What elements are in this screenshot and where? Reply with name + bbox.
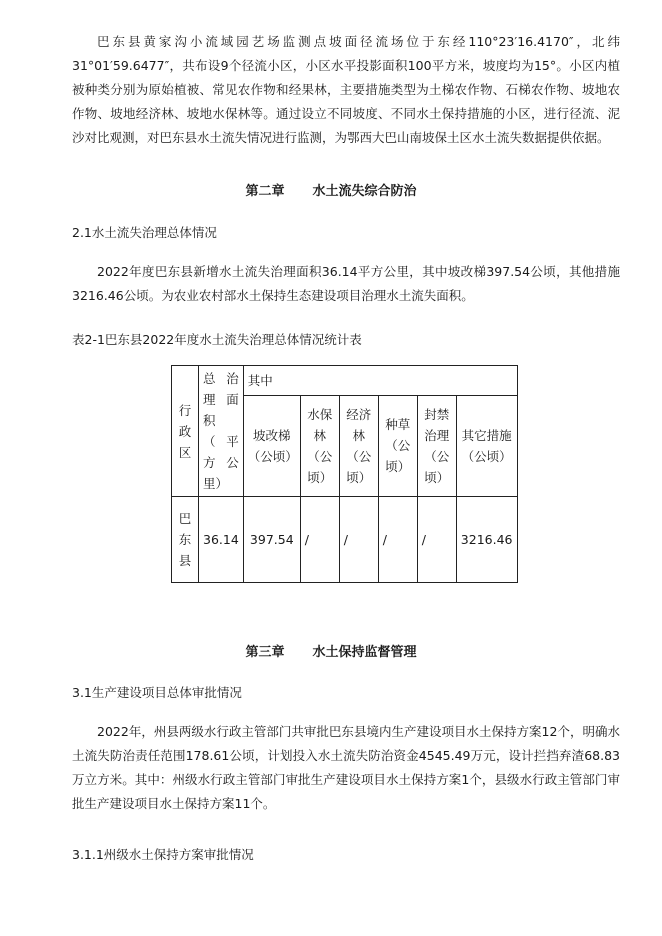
section-2-1-paragraph: 2022年度巴东县新增水土流失治理面积36.14平方公里，其中坡改梯397.54公顷，其他措施3216.46公顷。为农业农村部水土保持生态建设项目治理水土流失面积。 [72,264,620,303]
cell-economic-forest: / [339,497,378,583]
header-conservation-forest: 水保林（公顷） [300,395,339,496]
cell-slope-to-terrace: 397.54 [243,497,300,583]
chapter-3-title: 水土保持监督管理 [312,645,417,660]
section-3-1-1-title: 3.1.1州级水土保持方案审批情况 [72,847,254,862]
cell-conservation-forest: / [300,497,339,583]
section-2-1-title: 2.1水土流失治理总体情况 [72,225,217,240]
header-total-area: 总治理面积（平方公里） [199,366,244,497]
governance-stats-table [171,365,518,583]
table-header-row-1 [172,366,518,396]
cell-total-area: 36.14 [199,497,244,583]
header-grass-planting: 种草（公顷） [378,395,417,496]
header-closure-management: 封禁治理（公顷） [417,395,456,496]
section-3-1-title: 3.1生产建设项目总体审批情况 [72,685,242,700]
table-caption: 表2-1巴东县2022年度水土流失治理总体情况统计表 [72,332,362,347]
chapter-3-number: 第三章 [245,645,285,660]
header-region: 行政区 [172,366,199,497]
chapter-2-title: 水土流失综合防治 [312,184,417,199]
cell-region: 巴东县 [172,497,199,583]
table-row [172,497,518,583]
intro-paragraph: 巴东县黄家沟小流域园艺场监测点坡面径流场位于东经110°23′16.4170″，北纬31°01′59.6477″，共布设9个径流小区，小区水平投影面积100平方米，坡度均为15°。小区内植被种类分别为原始植被、常见农作物和经果林，主要措施类型为土梯农作物、石梯农作物、坡地农作物、坡地经济林、坡地水保林等。通过设立不同坡度、不同水土保持措施的小区，进行径流、泥沙对比观测，对巴东县水土流失情况进行监测，为鄂西大巴山南坡保土区水土流失数据提供依据。 [72,34,620,145]
cell-closure-management: / [417,497,456,583]
header-other-measures: 其它措施（公顷） [456,395,517,496]
chapter-2-number: 第二章 [245,184,285,199]
cell-grass-planting: / [378,497,417,583]
cell-other-measures: 3216.46 [456,497,517,583]
chapter-3-heading [0,643,662,663]
chapter-2-heading [0,182,662,202]
header-slope-to-terrace: 坡改梯（公顷） [243,395,300,496]
header-group-of-which: 其中 [243,366,517,396]
section-3-1-paragraph: 2022年，州县两级水行政主管部门共审批巴东县境内生产建设项目水土保持方案12个，明确水土流失防治责任范围178.61公顷，计划投入水土流失防治资金4545.49万元，设计拦挡弃渣68.83万立方米。其中：州级水行政主管部门审批生产建设项目水土保持方案1个，县级水行政主管部门审批生产建设项目水土保持方案11个。 [72,724,620,811]
header-economic-forest: 经济林（公顷） [339,395,378,496]
